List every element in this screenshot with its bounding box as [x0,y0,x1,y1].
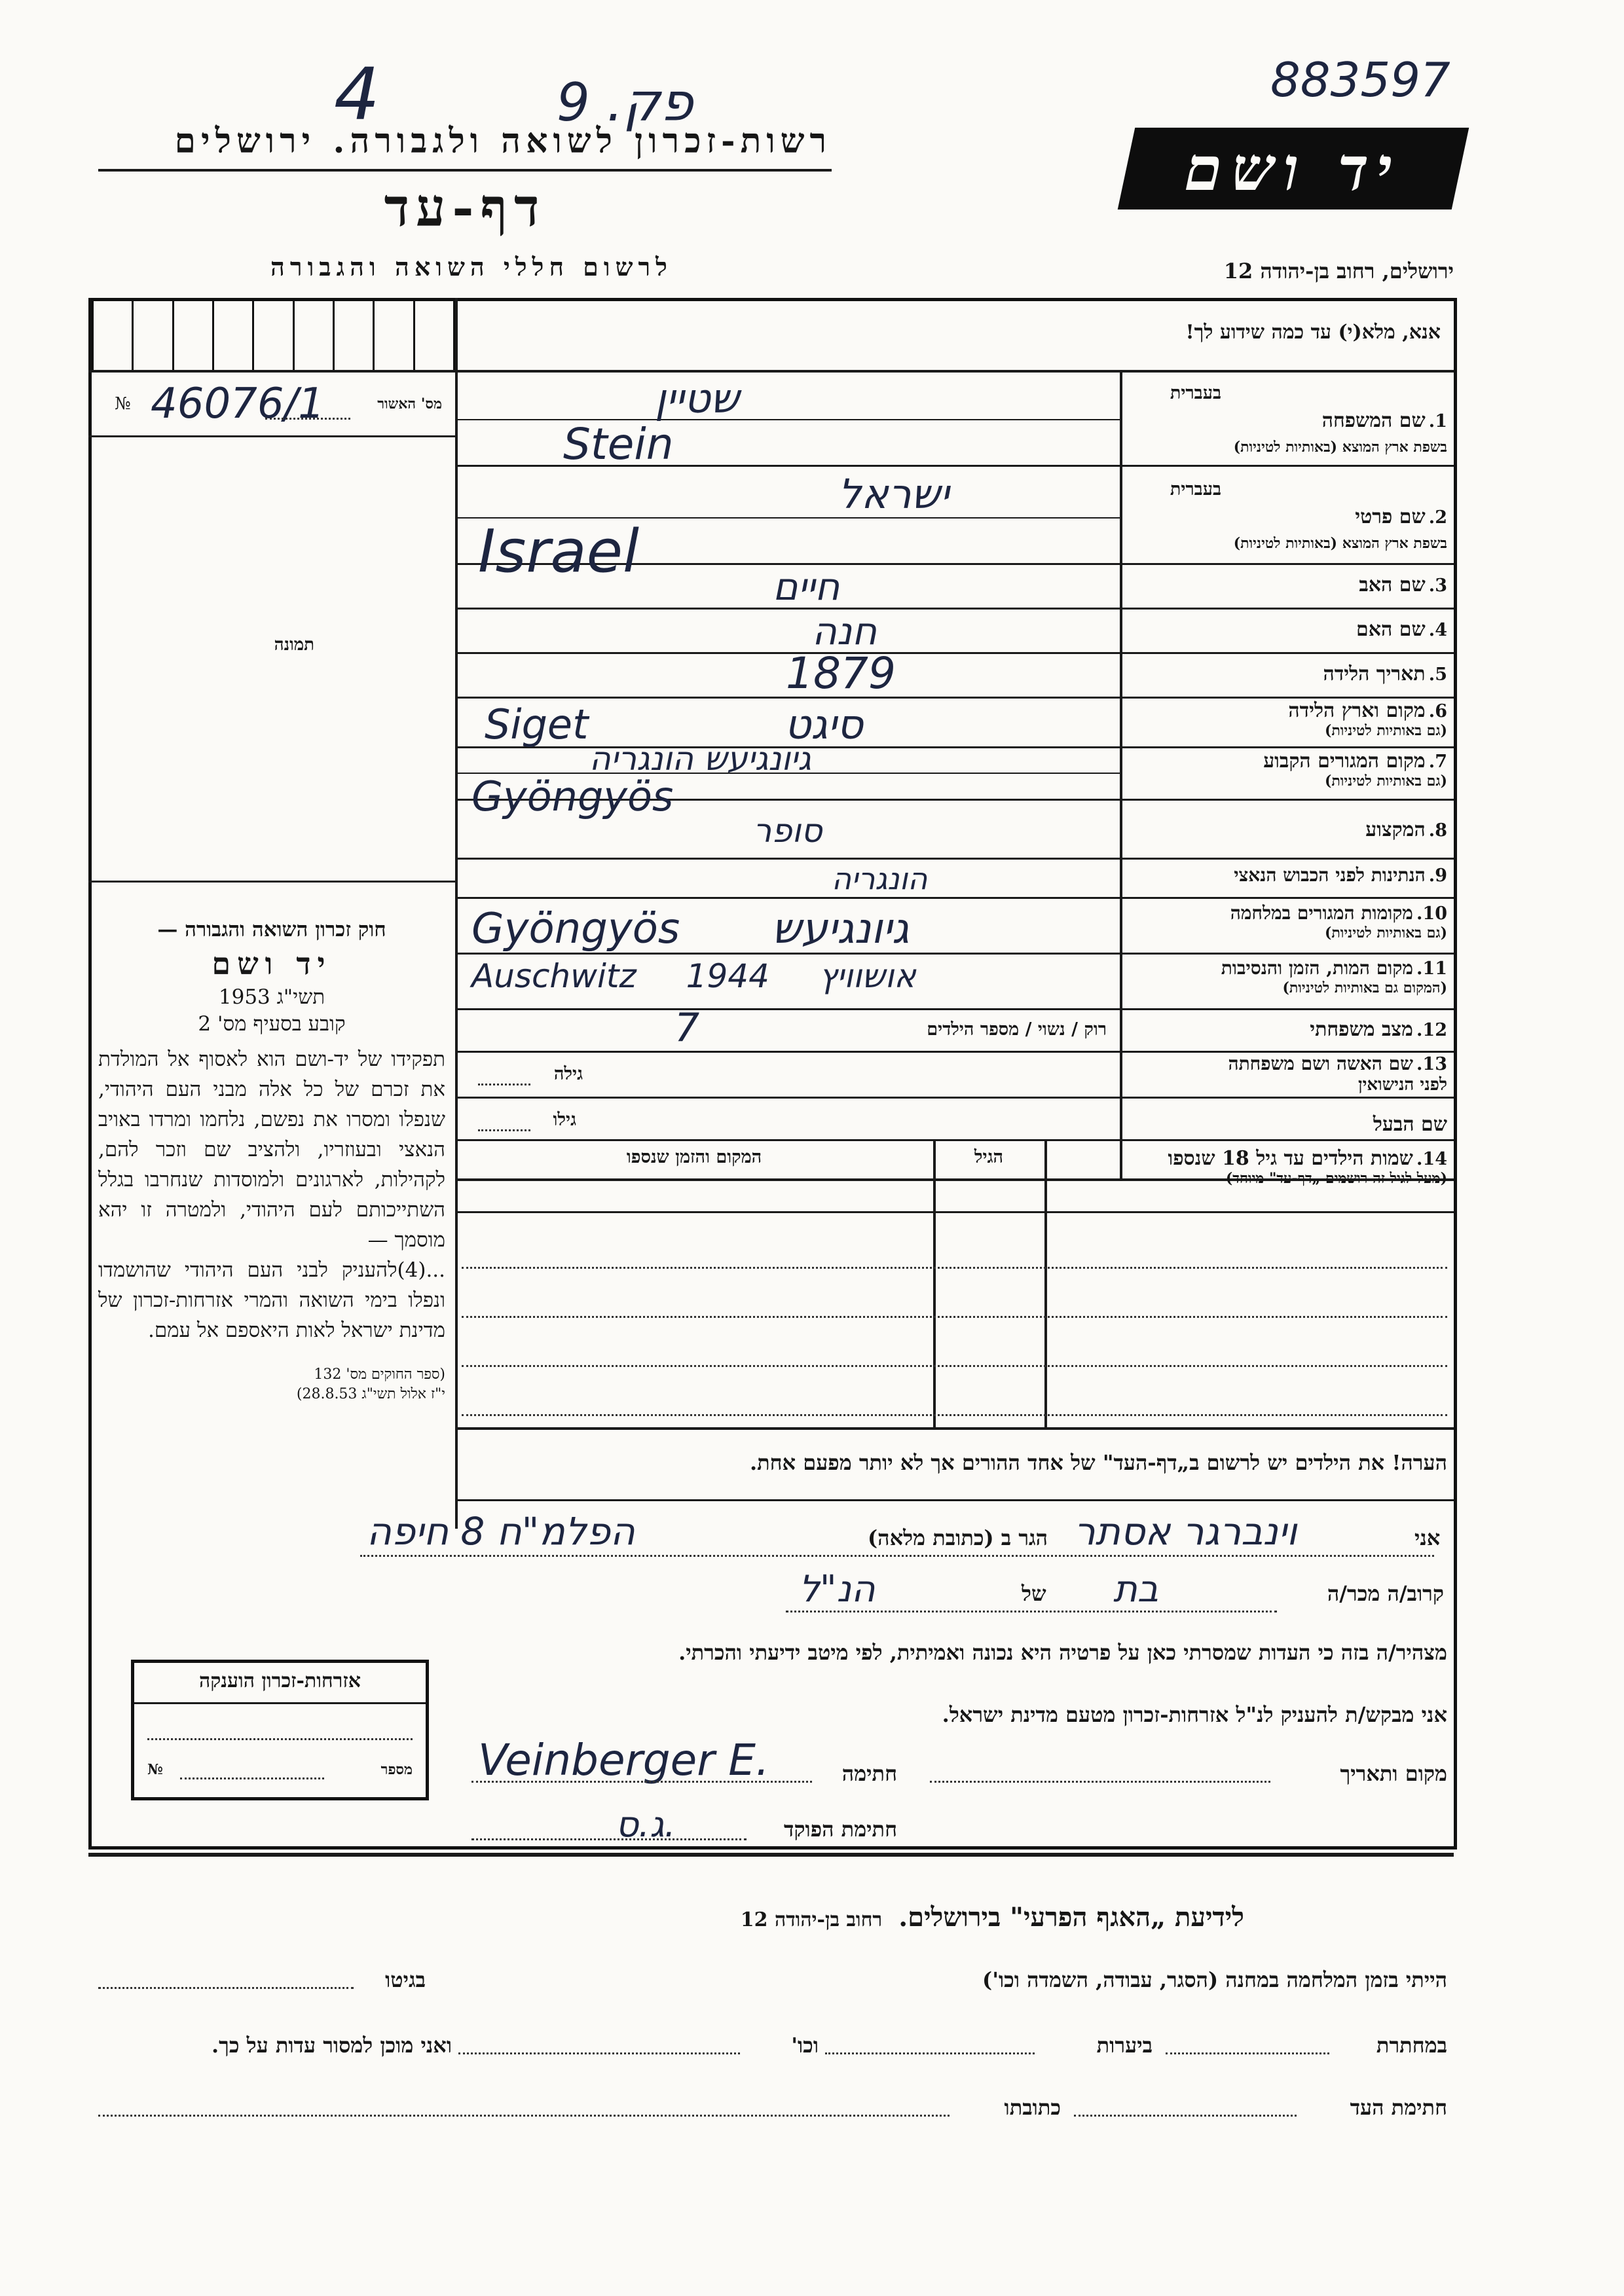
footer-ghetto: בגיטו [385,1967,426,1992]
footer-title-row [458,1902,1244,1933]
nationality[interactable]: הונגריה [832,861,928,896]
field-label: שם המשפחה [1321,409,1426,432]
residence-latin[interactable]: Gyöngyös [471,773,674,820]
law-clause: קובע בסעיף מס' 2 [198,1012,346,1036]
field-husband: שם הבעל [1373,1113,1447,1136]
latin-note: (גם באותיות לטיניות) [1324,924,1447,941]
family-name-he[interactable]: שטיין [655,374,739,422]
residence-he[interactable]: גיונגיעש הונגריה [589,740,811,778]
field-4: 4. שם האם [1356,618,1447,641]
citizenship-title: אזרחות-זכרון הוענקה [198,1669,361,1692]
cert-label: מס' האשור [377,395,442,412]
decl-signature-label: חתימה [841,1761,897,1786]
field-10: 10. מקומות המגורים במלחמה (גם באותיות לטיניות) [1123,902,1447,941]
field-8: 8. המקצוע [1365,818,1447,841]
decl-relation[interactable]: בת [1113,1568,1159,1611]
cert-number: 46076/1 [151,380,325,428]
law-year: תשי"ג 1953 [218,985,325,1009]
footer-witness-addr: כתובתו [1004,2095,1061,2120]
officer-signature[interactable]: ג.ס. [616,1804,676,1845]
children-line [462,1414,1447,1416]
death-note: (המקום גם באותיות לטיניות) [1282,979,1447,996]
decl-of: של [1022,1581,1046,1606]
decl-address[interactable]: הפלמ"ח 8 חיפה [367,1509,635,1554]
decl-resides: הגר ב (כתובת מלאה) [868,1525,1048,1550]
field-6: 6. מקום וארץ הלידה (גם באותיות לטיניות) [1123,699,1447,739]
in-hebrew-2: בעברית [1170,479,1221,500]
children-place-header: המקום והזמן שנספו [626,1147,762,1167]
tick-boxes [92,301,455,370]
law-sidebar [98,917,445,1404]
first-name-latin[interactable]: Israel [478,517,639,586]
decl-name[interactable]: וינברגר אסתר [1074,1509,1297,1554]
authority-underline [98,169,832,172]
field-12: 12. מצב משפחתי [1310,1018,1447,1041]
law-title: חוק זכרון השואה והגבורה — [157,918,386,941]
footer-etc: וכו' [791,2033,819,2058]
field-label: שם פרטי [1355,505,1426,528]
footer-title: לידיעת „האגף הפרעי" בירושלים. [898,1902,1244,1933]
field-sub: לפני הנישואין [1357,1075,1447,1095]
children-count[interactable]: 7 [674,1005,700,1051]
field-9: 9. הנתינות לפני הכבוש הנאצי [1234,864,1447,886]
wartime-residence[interactable]: Gyöngyös גיונגיעש [471,905,910,953]
death-place[interactable]: Auschwitz 1944 אושוויץ [471,957,916,995]
form-subtitle: לרשום חללי השואה והגבורה [270,252,673,282]
archive-number: 883597 [1270,52,1450,107]
authority-title: רשות-זכרון לשואה ולגבורה. ירושלים [174,121,832,161]
form-title: דף-עד [384,177,546,238]
decl-statement: מצהיר/ה בזה כי העדות שמסרתי כאן על פרטיה היא נכונה ואמיתית, לפי מיטב ידיעתי והכרתי. [678,1640,1447,1665]
latin-note: (גם באותיות לטיניות) [1324,722,1447,739]
decl-request: אני מבקש/ת להעניק לנ"ל אזרחות-זכרון מטעם מדינת ישראל. [942,1702,1447,1727]
decl-place-date: מקום ותאריך [1340,1761,1447,1786]
law-name: יד ושם [212,946,332,981]
decl-ani: אני [1414,1525,1441,1550]
wife-age-label: גילה [553,1064,583,1084]
profession[interactable]: סופר [753,812,822,850]
children-line [462,1365,1447,1367]
photo-label: תמונה [274,635,314,655]
field-1 [1123,376,1447,465]
children-line [462,1316,1447,1318]
law-text-2: ...(4)להעניק לבני העם היהודי שהושמדו ונפלו בימי השואה והמרי אזרחות-זכרון של מדינת ישראל לאות היאספם אל עמם. [98,1258,445,1342]
field-3: 3. שם האב [1359,574,1447,596]
page-mark: 4 [334,52,380,136]
latin-note: (גם באותיות לטיניות) [1324,773,1447,790]
footer-forests: ביערות [1096,2033,1153,2058]
origin-note: בשפת ארץ המוצא (באותיות לטיניות) [1233,439,1447,456]
mother-name[interactable]: חנה [812,609,877,653]
footer-line1: הייתי בזמן המלחמה במחנה (הסגר, עבודה, השמדה וכו') [982,1967,1447,1992]
citizenship-box [131,1660,429,1800]
footer-underground: במחתרת [1376,2033,1447,2058]
officer-label: חתימת הפוקד [784,1817,897,1842]
field-num: 1. [1428,411,1447,431]
decl-of-name[interactable]: הנ"ל [799,1568,876,1611]
field-5: 5. תאריך הלידה [1323,663,1447,685]
children-line [462,1267,1447,1269]
field-num: 2. [1428,507,1447,528]
footer-ready: ואני מוכן למסור עדות על כך. [211,2033,452,2058]
law-ref-2: י"ז אלול תשי"ג 28.8.53) [296,1386,445,1402]
in-hebrew-1: בעברית [1170,383,1221,403]
citizenship-number: מספר [380,1761,413,1778]
decl-relative: קרוב/ה מכר/ה [1327,1581,1444,1606]
footer-witness-sig: חתימת העד [1350,2095,1447,2120]
cert-number-row [115,380,449,428]
origin-note: בשפת ארץ המוצא (באותיות לטיניות) [1233,535,1447,552]
first-name-he[interactable]: ישראל [838,470,950,518]
birth-date[interactable]: 1879 [786,648,896,699]
law-text: תפקידו של יד-ושם הוא לאסוף אל המולדת את זכרם של כל אלה מבני העם היהודי, שנפלו ומסרו את נפשם, נלחמו ומרדו באויב הנאצי ובעוזריו, ולהציב שם וזכר להם, לקהילות, לארגונים ולמוסדות שנחרבו בגלל השתייכותם לעם היהודי, ולמטרה זו יהא מוסמך — [98,1048,445,1252]
page-mark-2: פק. 9 [557,72,693,133]
marital-options: רוק / נשוי / מספר הילדים [927,1019,1107,1040]
cert-no-prefix: № [115,394,131,414]
yad-vashem-logo [1118,128,1469,210]
father-name[interactable]: חיים [773,564,840,609]
children-sub: (מעל לגיל זה רושמים „דף-עד" מיוחד) [1225,1170,1447,1187]
family-name-latin[interactable]: Stein [563,419,674,469]
field-13: 13. שם האשה ושם משפחתה לפני הנישואין [1123,1053,1447,1095]
decl-signature[interactable]: Veinberger E. [478,1735,769,1785]
field-7: 7. מקום המגורים הקבוע (גם באותיות לטיניות) [1123,750,1447,790]
address: ירושלים, רחוב בן-יהודה 12 [1223,259,1454,283]
children-age-header: הגיל [974,1147,1004,1167]
birth-place[interactable]: Siget סיגט [485,701,863,748]
law-ref-1: (ספר החוקים מס' 132 [314,1366,445,1383]
logo-text: יד ושם [1177,133,1409,204]
husband-age-label: גילו [553,1110,576,1130]
citizenship-no-sym: № [147,1761,163,1778]
intro-text: אנא, מלא(י) עד כמה שידוע לך! [1185,321,1441,344]
field-11: 11. מקום המות, הזמן והנסיבות (המקום גם באותיות לטיניות) [1123,957,1447,996]
note: הערה! את הילדים יש לרשום ב„דף-העד" של אחד ההורים אך לא יותר מפעם אחת. [749,1450,1447,1475]
children-header: 14. שמות הילדים עד גיל 18 שנספו (מעל לגיל זה רושמים „דף-עד" מיוחד) [1048,1147,1447,1187]
footer-address: רחוב בן-יהודה 12 [740,1908,883,1931]
